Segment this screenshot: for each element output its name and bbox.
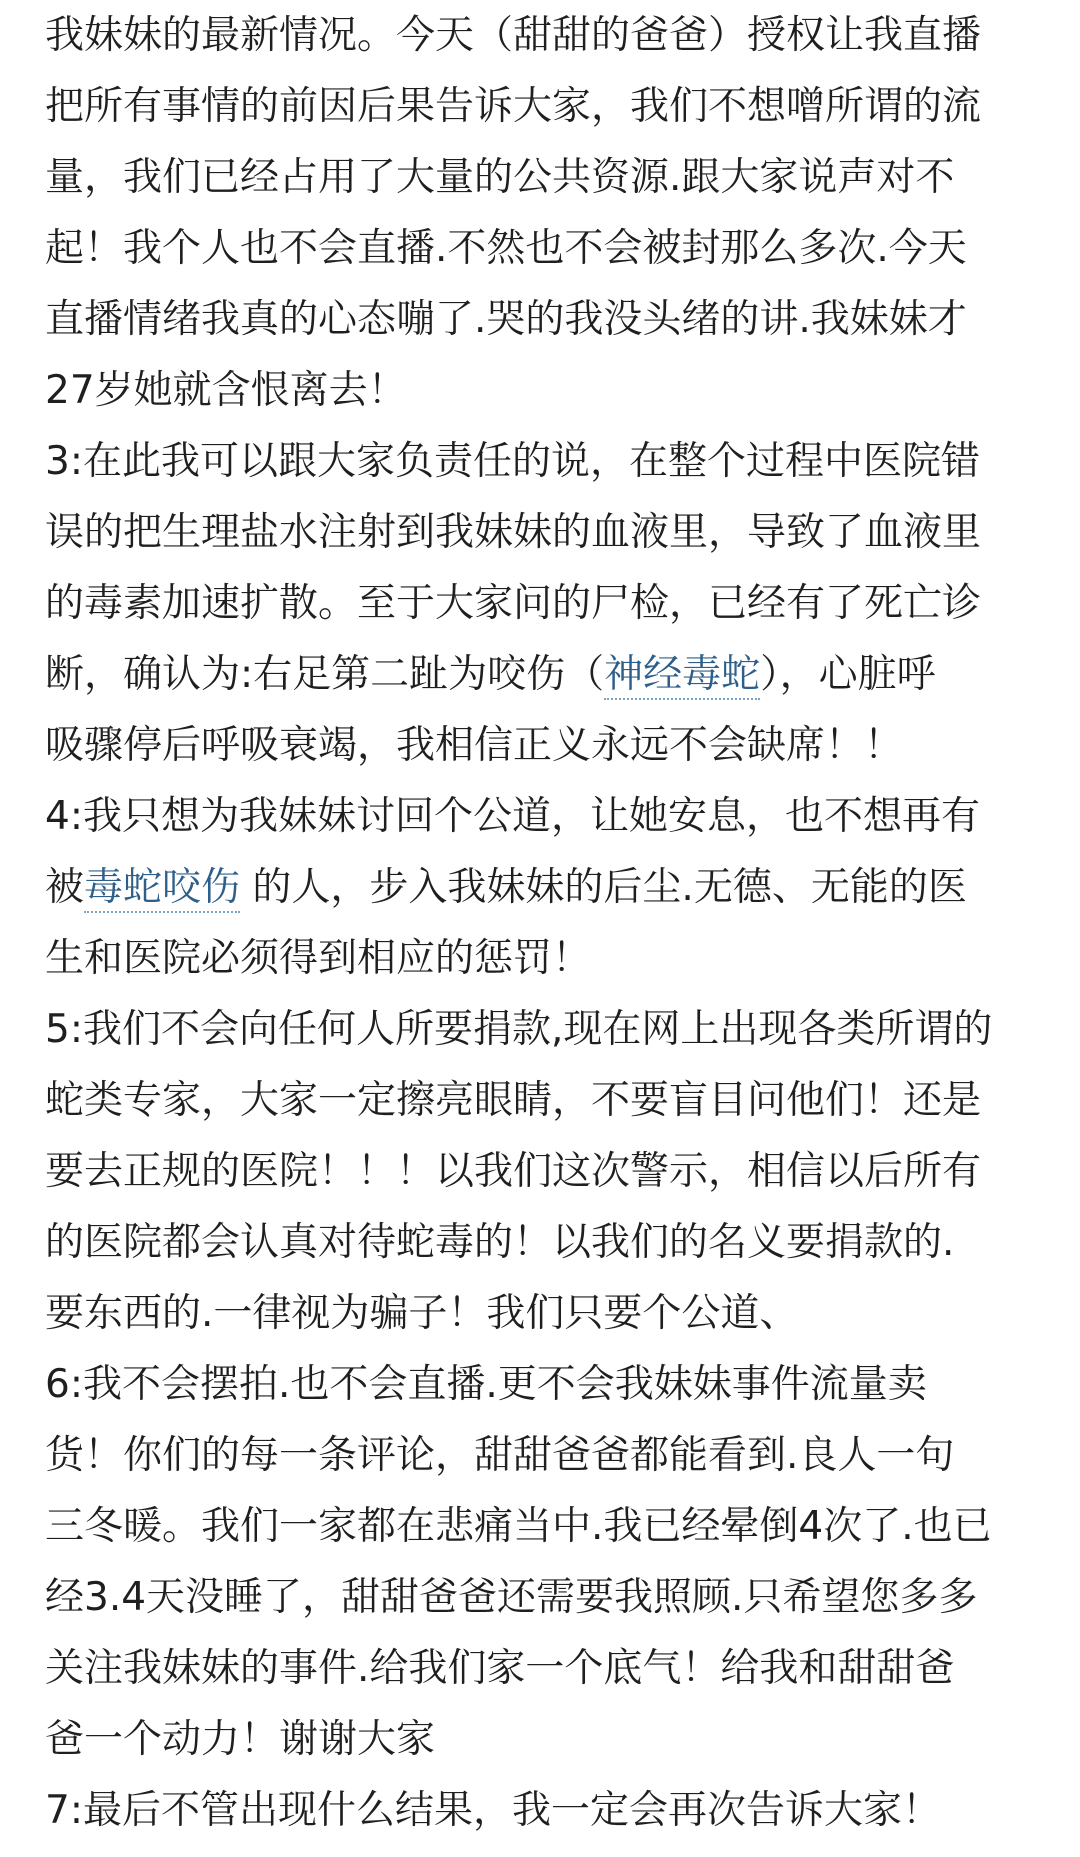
text-fragment: 被: [45, 865, 85, 910]
text-line: 误的把生理盐水注射到我妹妹的血液里，导致了血液里: [45, 510, 982, 555]
text-fragment: 的人，步入我妹妹的后尘.无德、无能的医: [240, 865, 967, 910]
text-line: 的毒素加速扩散。至于大家问的尸检，已经有了死亡诊: [45, 581, 982, 626]
text-line: 直播情绪我真的心态嘣了.哭的我没头绪的讲.我妹妹才: [45, 297, 967, 342]
text-line: 吸骤停后呼吸衰竭，我相信正义永远不会缺席！！: [45, 723, 904, 768]
text-line: 货！你们的每一条评论，甜甜爸爸都能看到.良人一句: [45, 1433, 955, 1478]
text-line-with-link: [45, 639, 1045, 710]
text-line: 5:我们不会向任何人所要捐款,现在网上出现各类所谓的: [45, 1007, 993, 1052]
text-fragment: ），心脏呼: [760, 652, 936, 697]
text-line: 要去正规的医院！！！以我们这次警示，相信以后所有: [45, 1149, 982, 1194]
text-line: 生和医院必须得到相应的惩罚！: [45, 936, 592, 981]
text-line: 我妹妹的最新情况。今天（甜甜的爸爸）授权让我直播: [45, 13, 982, 58]
keyword-link-neurotoxic-snake[interactable]: 神经毒蛇: [604, 652, 760, 700]
text-line: 蛇类专家，大家一定擦亮眼睛，不要盲目问他们！还是: [45, 1078, 982, 1123]
text-line: 把所有事情的前因后果告诉大家，我们不想噌所谓的流: [45, 84, 982, 129]
text-line: 爸一个动力！谢谢大家: [45, 1717, 436, 1762]
text-line: 3:在此我可以跟大家负责任的说，在整个过程中医院错: [45, 439, 980, 484]
text-line: 量，我们已经占用了大量的公共资源.跟大家说声对不: [45, 155, 955, 200]
text-line: 6:我不会摆拍.也不会直播.更不会我妹妹事件流量卖: [45, 1362, 927, 1407]
text-line: 27岁她就含恨离去！: [45, 368, 407, 413]
text-line-with-link: [45, 852, 1045, 923]
text-line: 关注我妹妹的事件.给我们家一个底气！给我和甜甜爸: [45, 1646, 955, 1691]
text-fragment: 断，确认为:右足第二趾为咬伤（: [45, 652, 605, 697]
text-line: 三冬暖。我们一家都在悲痛当中.我已经晕倒4次了.也已: [45, 1504, 992, 1549]
text-line: 要东西的.一律视为骗子！我们只要个公道、: [45, 1291, 799, 1336]
text-line: 的医院都会认真对待蛇毒的！以我们的名义要捐款的.: [45, 1220, 955, 1265]
post-body: [45, 0, 1045, 1846]
text-line: 4:我只想为我妹妹讨回个公道，让她安息，也不想再有: [45, 794, 980, 839]
text-line: 起！我个人也不会直播.不然也不会被封那么多次.今天: [45, 226, 967, 271]
text-line: 7:最后不管出现什么结果，我一定会再次告诉大家！: [45, 1788, 941, 1833]
keyword-link-snakebite[interactable]: 毒蛇咬伤: [84, 865, 240, 913]
text-line: 经3.4天没睡了，甜甜爸爸还需要我照顾.只希望您多多: [45, 1575, 978, 1620]
